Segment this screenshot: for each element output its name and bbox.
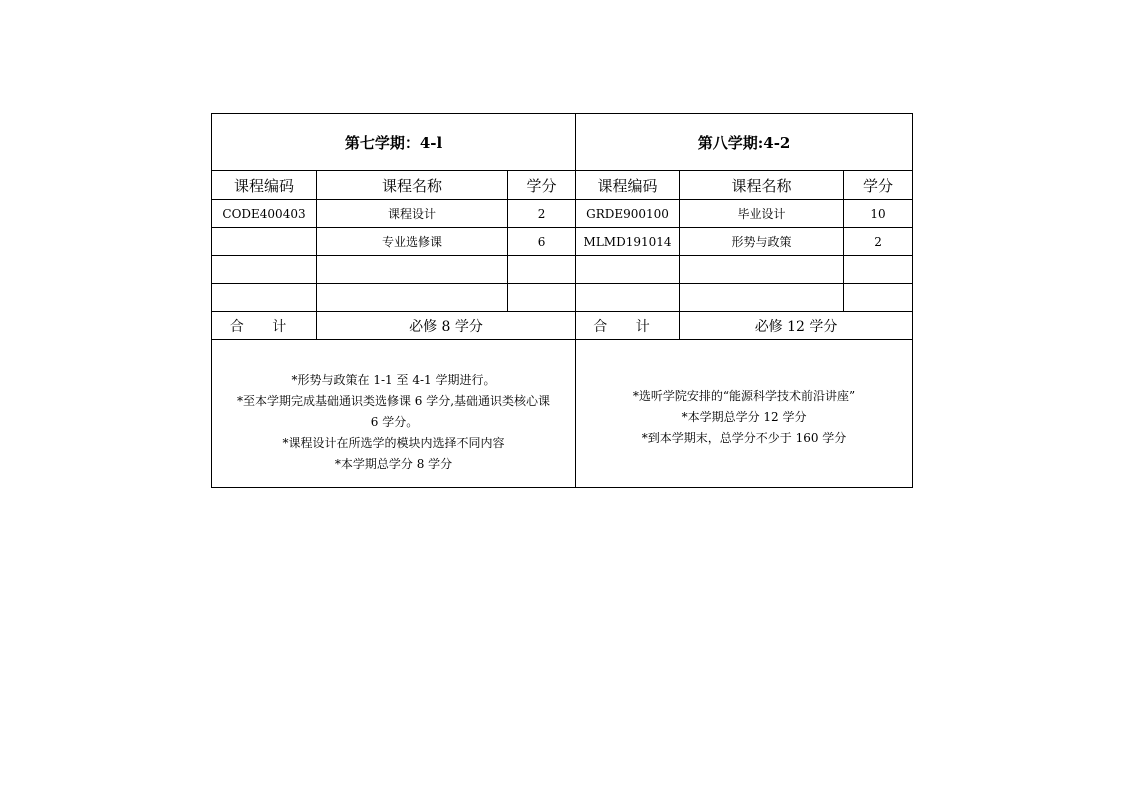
course-name [680, 256, 844, 284]
semester-7-total-value: 必修 8 学分 [317, 312, 576, 340]
course-credit [508, 256, 576, 284]
semester-7-total-label: 合 计 [212, 312, 317, 340]
table-row [212, 284, 913, 312]
course-credit: 10 [844, 200, 913, 228]
semester-7-title: 第七学期：4-l [212, 114, 576, 171]
semester-7-name-header: 课程名称 [317, 171, 508, 200]
course-code: CODE400403 [212, 200, 317, 228]
note-line: *本学期总学分 12 学分 [681, 409, 807, 424]
semester-8-code-header: 课程编码 [576, 171, 680, 200]
course-credit: 2 [508, 200, 576, 228]
course-code [576, 284, 680, 312]
total-row [212, 312, 913, 340]
course-name: 专业选修课 [317, 228, 508, 256]
course-credit [844, 256, 913, 284]
course-credit: 6 [508, 228, 576, 256]
semester-title-row [212, 114, 913, 171]
notes-row [212, 340, 913, 488]
course-name: 课程设计 [317, 200, 508, 228]
course-name: 形势与政策 [680, 228, 844, 256]
semester-7-notes [212, 340, 576, 488]
note-line: *课程设计在所选学的模块内选择不同内容 [282, 435, 505, 450]
course-credit [844, 284, 913, 312]
course-plan-table [211, 113, 913, 488]
course-credit [508, 284, 576, 312]
table-row [212, 256, 913, 284]
course-name [317, 284, 508, 312]
note-line: *选听学院安排的“能源科学技术前沿讲座” [632, 388, 856, 403]
semester-8-total-label: 合 计 [576, 312, 680, 340]
note-line: *本学期总学分 8 学分 [334, 456, 453, 471]
course-name: 毕业设计 [680, 200, 844, 228]
note-line: *形势与政策在 1-1 至 4-1 学期进行。 [291, 372, 496, 387]
semester-7-code-header: 课程编码 [212, 171, 317, 200]
semester-8-total-value: 必修 12 学分 [680, 312, 913, 340]
table-row [212, 200, 913, 228]
course-code [212, 228, 317, 256]
table-row [212, 228, 913, 256]
semester-8-credit-header: 学分 [844, 171, 913, 200]
course-code [212, 256, 317, 284]
course-name [680, 284, 844, 312]
semester-8-name-header: 课程名称 [680, 171, 844, 200]
semester-8-notes [576, 340, 913, 488]
course-code: MLMD191014 [576, 228, 680, 256]
note-line: *到本学期末，总学分不少于 160 学分 [641, 430, 847, 445]
semester-8-title: 第八学期:4-2 [576, 114, 913, 171]
course-credit: 2 [844, 228, 913, 256]
note-line: 6 学分。 [370, 414, 419, 429]
note-line: *至本学期完成基础通识类选修课 6 学分,基础通识类核心课 [236, 393, 551, 408]
column-header-row [212, 171, 913, 200]
course-code: GRDE900100 [576, 200, 680, 228]
course-code [212, 284, 317, 312]
semester-7-credit-header: 学分 [508, 171, 576, 200]
course-code [576, 256, 680, 284]
course-name [317, 256, 508, 284]
